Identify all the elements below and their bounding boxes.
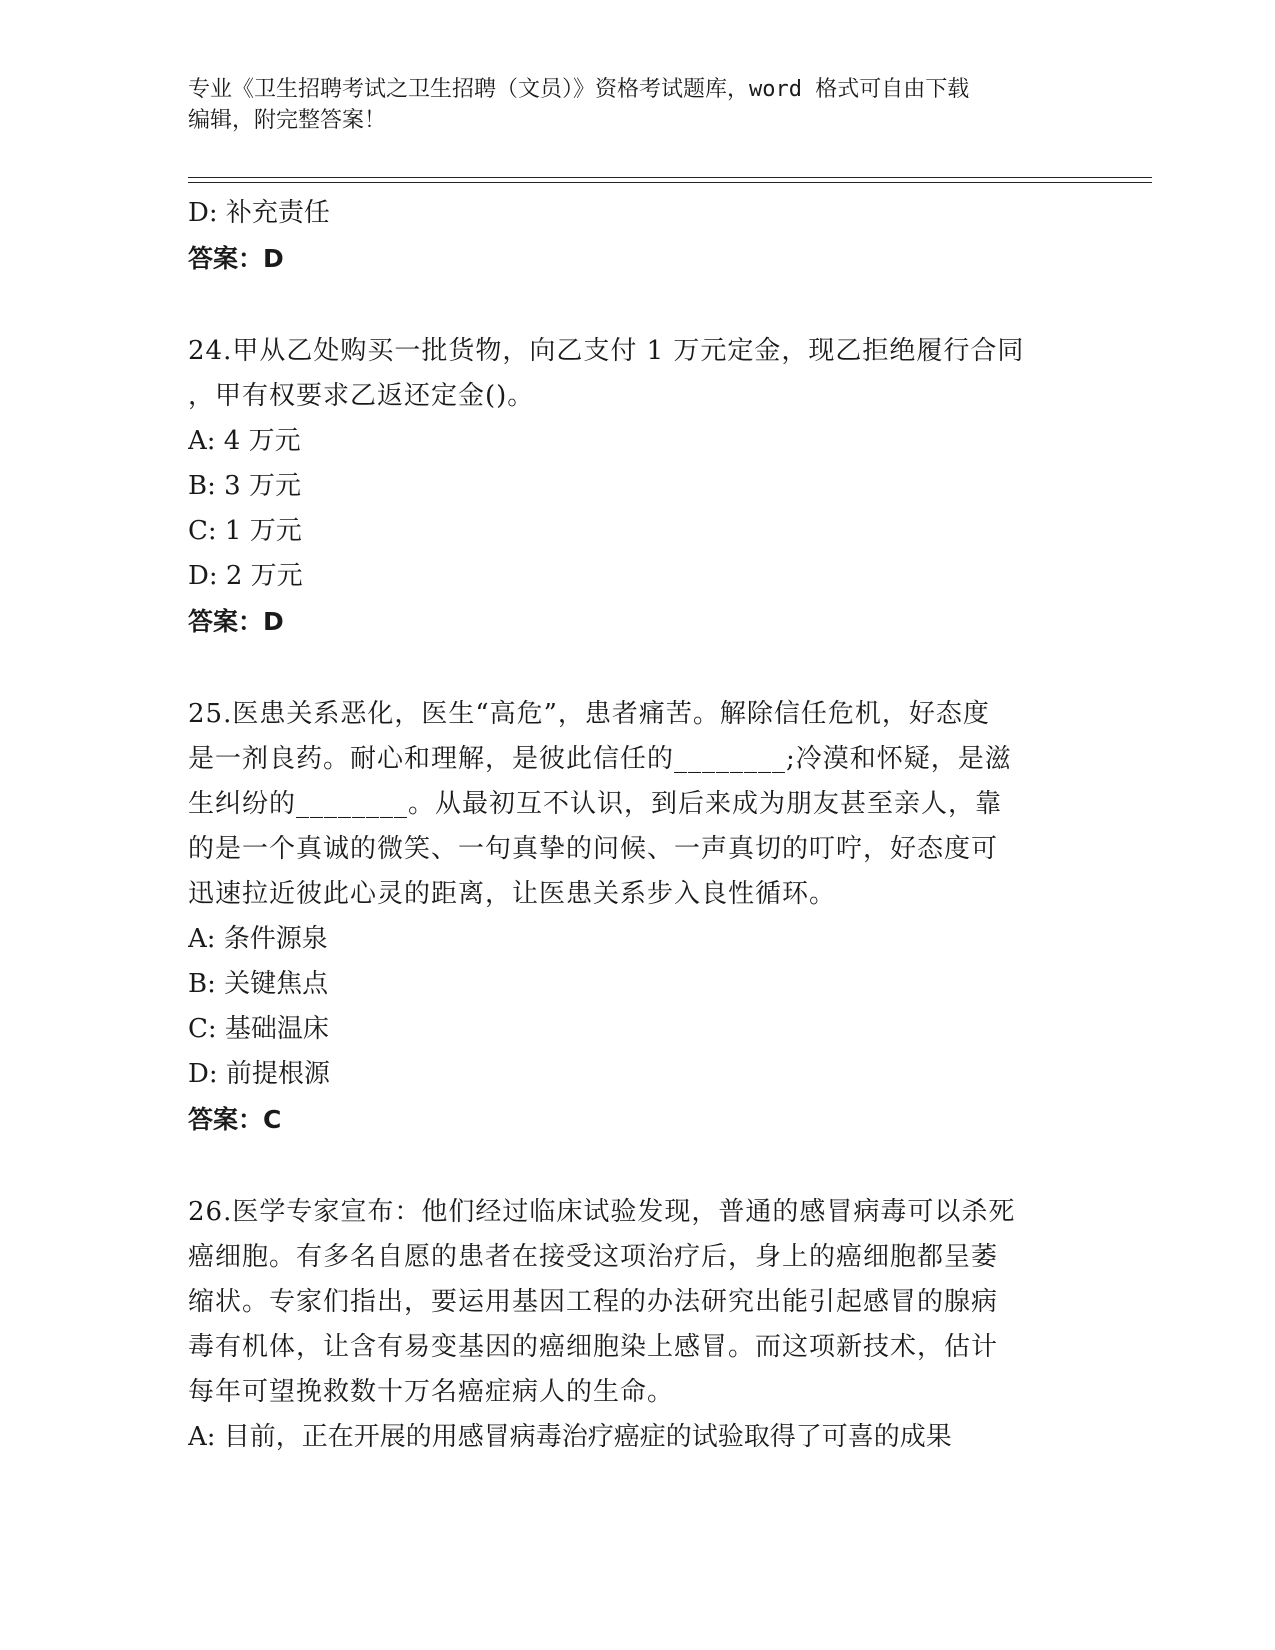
answer: 答案：D [188,607,284,636]
question-line: 26.医学专家宣布：他们经过临床试验发现，普通的感冒病毒可以杀死 [188,1197,1016,1227]
option-d: D: 2 万元 [188,561,303,591]
header-divider-top [188,177,1152,178]
question-26 [188,1190,1088,1460]
question-line: 24.甲从乙处购买一批货物，向乙支付 1 万元定金，现乙拒绝履行合同 [188,336,1025,366]
question-text [188,692,1088,917]
question-body [188,191,1088,1460]
option-a: A: 4 万元 [188,426,301,456]
option-a: A: 条件源泉 [188,924,328,954]
question-25 [188,692,1088,1142]
spacer [188,1142,1088,1190]
question-line: 的是一个真诚的微笑、一句真挚的问候、一声真切的叮咛，好态度可 [188,834,999,864]
page-header [188,74,1068,136]
question-line: 是一剂良药。耐心和理解，是彼此信任的________;冷漠和怀疑，是滋 [188,744,1012,774]
question-line: 缩状。专家们指出，要运用基因工程的办法研究出能引起感冒的腺病 [188,1287,999,1317]
spacer [188,644,1088,692]
question-line: 迅速拉近彼此心灵的距离，让医患关系步入良性循环。 [188,879,837,909]
question-24 [188,329,1088,644]
header-line-2: 编辑，附完整答案！ [188,108,387,133]
question-line: ，甲有权要求乙返还定金()。 [188,381,535,411]
prev-option-d: D: 补充责任 [188,198,330,228]
question-line: 每年可望挽救数十万名癌症病人的生命。 [188,1377,675,1407]
spacer [188,281,1088,329]
option-d: D: 前提根源 [188,1059,330,1089]
option-a: A: 目前，正在开展的用感冒病毒治疗癌症的试验取得了可喜的成果 [188,1422,952,1452]
header-divider-bottom [188,182,1152,183]
question-line: 25.医患关系恶化，医生“高危”，患者痛苦。解除信任危机，好态度 [188,699,990,729]
question-line: 生纠纷的________。从最初互不认识，到后来成为朋友甚至亲人，靠 [188,789,1003,819]
question-line: 毒有机体，让含有易变基因的癌细胞染上感冒。而这项新技术，估计 [188,1332,999,1362]
prev-answer: 答案：D [188,244,284,273]
option-c: C: 基础温床 [188,1014,329,1044]
question-text [188,1190,1088,1415]
option-c: C: 1 万元 [188,516,302,546]
answer: 答案：C [188,1105,282,1134]
question-line: 癌细胞。有多名自愿的患者在接受这项治疗后，身上的癌细胞都呈萎 [188,1242,999,1272]
question-text [188,329,1088,419]
option-b: B: 3 万元 [188,471,301,501]
header-line-1: 专业《卫生招聘考试之卫生招聘（文员）》资格考试题库，word 格式可自由下载 [188,77,970,102]
option-b: B: 关键焦点 [188,969,329,999]
